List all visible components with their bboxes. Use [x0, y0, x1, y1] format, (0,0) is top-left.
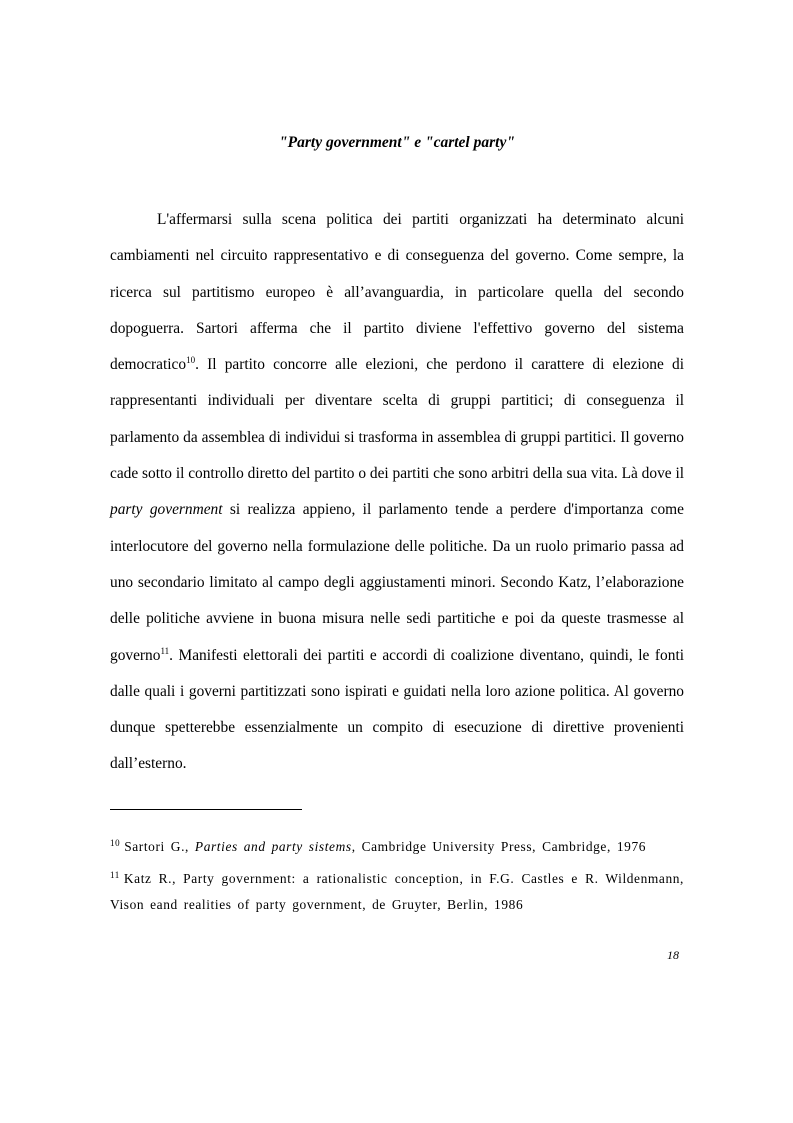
paragraph-segment-2: . Il partito concorre alle elezioni, che perdono il carattere di elezione di rappresentanti individuali per diventare scelta di gruppi partitici; di conseguenza il parlamento da assemblea di individui si trasforma in assemblea di gruppi partitici. Il governo cade sotto il controllo diretto del partito o dei partiti che sono arbitri della sua vita. Là dove il — [110, 356, 684, 483]
body-paragraph — [110, 202, 684, 783]
footnote-number: 11 — [110, 870, 120, 880]
footnote-text-post: , Cambridge University Press, Cambridge, 1976 — [351, 839, 647, 854]
paragraph-segment-1: L'affermarsi sulla scena politica dei partiti organizzati ha determinato alcuni cambiamenti nel circuito rappresentativo e di conseguenza del governo. Come sempre, la ricerca sul partitismo europeo è all’avanguardia, in particolare quella del secondo dopoguerra. Sartori afferma che il partito diviene l'effettivo governo del sistema democratico — [110, 211, 684, 374]
footnote-11 — [110, 866, 684, 918]
footnote-ref-11[interactable]: 11 — [160, 645, 170, 656]
footnote-text: Katz R., Party government: a rationalistic conception, in F.G. Castles e R. Wildenmann, Vison eand realities of party government, de Gruyter, Berlin, 1986 — [110, 871, 684, 912]
footnote-italic-title: Parties and party sistems — [194, 839, 352, 854]
paragraph-segment-4: . Manifesti elettorali dei partiti e accordi di coalizione diventano, quindi, le fonti dalle quali i governi partitizzati sono ispirati e guidati nella loro azione politica. Al governo dunque spetterebbe essenzialmente un compito di esecuzione di direttive provenienti dall’esterno. — [110, 646, 684, 773]
section-title: "Party government" e "cartel party" — [279, 134, 515, 151]
page-number: 18 — [667, 948, 679, 962]
footnote-ref-10[interactable]: 10 — [186, 355, 196, 366]
footnote-10 — [110, 834, 684, 860]
emphasis-party-government: party government — [110, 501, 223, 519]
paragraph-segment-3: si realizza appieno, il parlamento tende a perdere d'importanza come interlocutore del governo nella formulazione delle politiche. Da un ruolo primario passa ad uno secondario limitato al campo degli aggiustamenti minori. Secondo Katz, l’elaborazione delle politiche avviene in buona misura nelle sedi partitiche e poi da queste trasmesse al governo — [110, 501, 684, 664]
footnotes — [110, 834, 684, 918]
footnote-separator — [110, 809, 302, 810]
footnote-number: 10 — [110, 838, 121, 848]
footnote-text-pre: Sartori G., — [124, 839, 195, 854]
body-text — [110, 202, 684, 783]
